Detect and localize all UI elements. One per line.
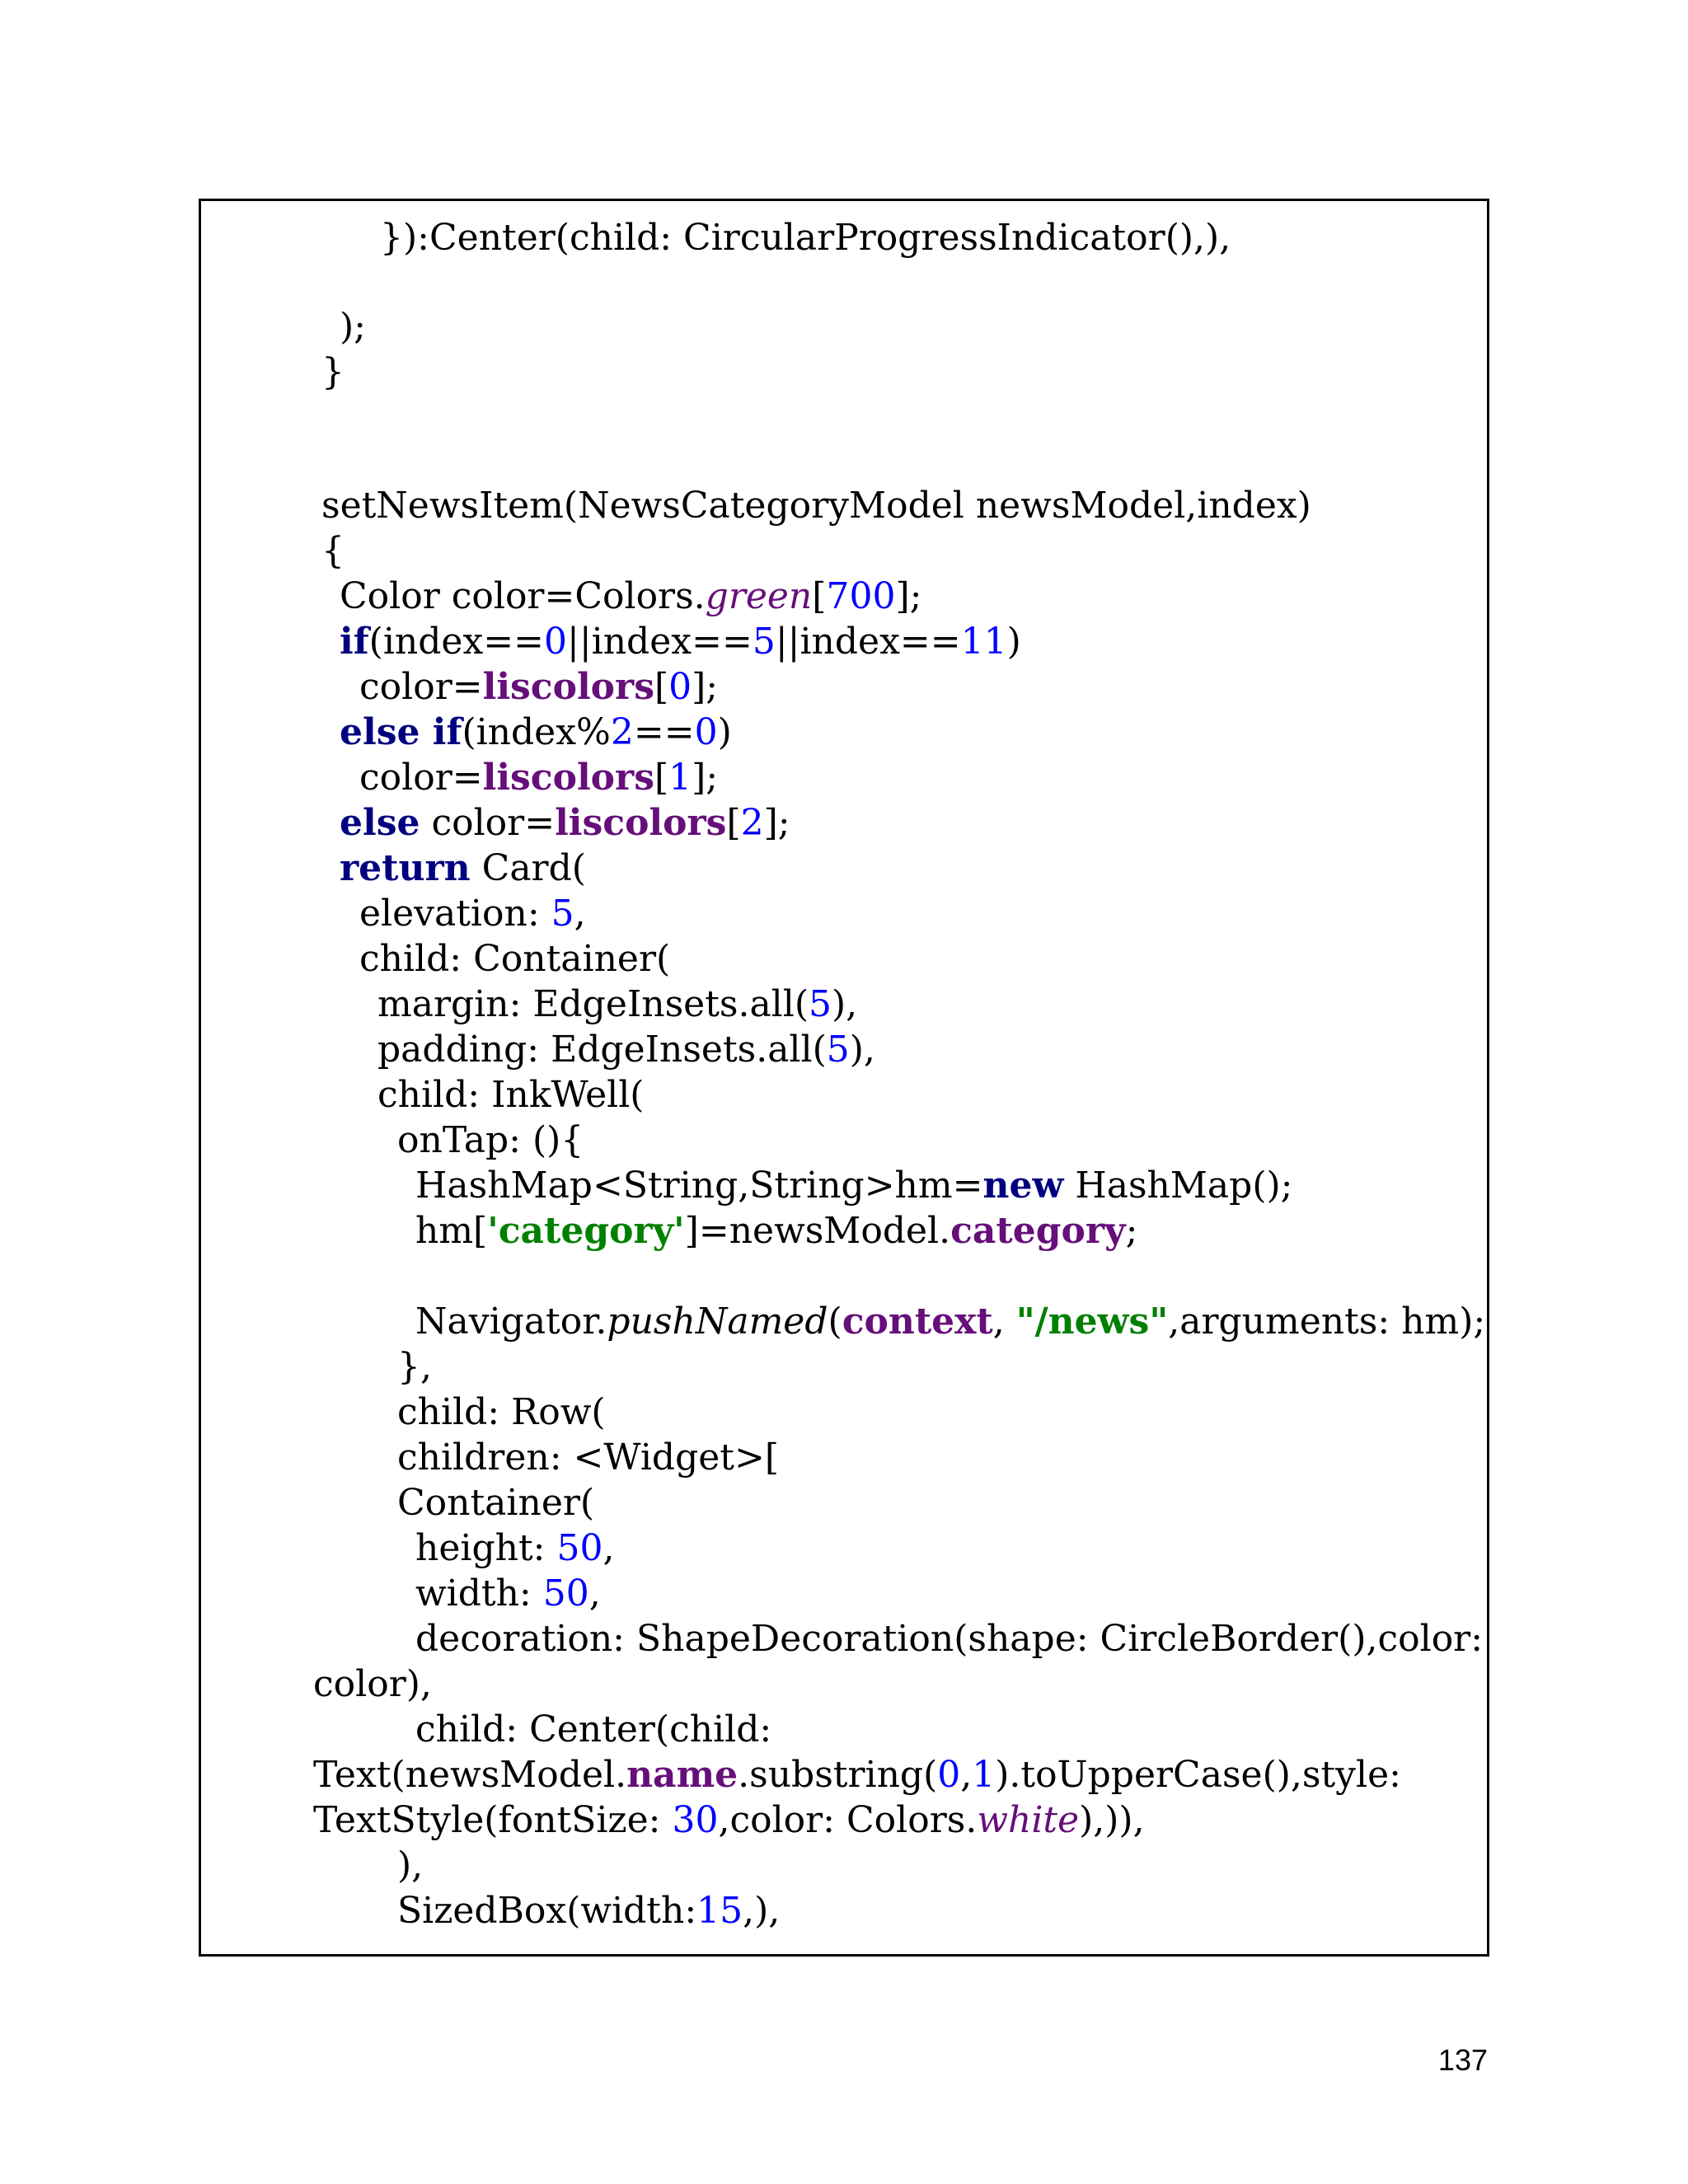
code-token: liscolors — [482, 666, 654, 708]
code-line — [415, 1707, 771, 1753]
code-token: color), — [313, 1663, 432, 1705]
code-token: [ — [726, 802, 741, 844]
code-token: 0 — [544, 621, 567, 663]
code-line — [377, 1072, 644, 1118]
code-token: elevation: — [359, 893, 551, 935]
code-token: height: — [415, 1527, 557, 1569]
code-token: margin: EdgeInsets.all( — [377, 983, 809, 1025]
code-token: 50 — [542, 1572, 589, 1615]
code-token: ), — [849, 1029, 875, 1071]
code-token: width: — [415, 1572, 543, 1615]
code-token: ; — [1125, 1210, 1138, 1252]
code-token: HashMap<String,String>hm= — [415, 1165, 983, 1207]
code-token: ||index== — [775, 621, 961, 663]
code-token: 30 — [672, 1799, 719, 1841]
code-token: decoration: ShapeDecoration(shape: CircleBorder(),color: — [415, 1618, 1484, 1660]
code-token: ,), — [743, 1890, 781, 1932]
code-token: children: <Widget>[ — [397, 1436, 779, 1479]
code-token: ) — [1006, 621, 1021, 663]
code-line — [359, 755, 718, 801]
code-token: (index% — [462, 711, 611, 753]
code-line — [359, 891, 586, 937]
code-token: 5 — [551, 893, 574, 935]
code-line — [415, 1163, 1293, 1209]
code-token: "/news" — [1015, 1301, 1169, 1343]
code-token: 50 — [556, 1527, 603, 1569]
code-line — [340, 304, 366, 350]
code-token: liscolors — [555, 802, 727, 844]
code-line — [340, 574, 921, 620]
code-token: onTap: (){ — [397, 1119, 584, 1161]
code-token: Text(newsModel. — [313, 1754, 627, 1796]
code-token: category — [950, 1210, 1126, 1252]
code-token: 5 — [809, 983, 832, 1025]
code-token: , — [960, 1754, 973, 1796]
code-token: 2 — [740, 802, 764, 844]
code-token: , — [603, 1527, 615, 1569]
code-token: new — [982, 1165, 1064, 1207]
page-number: 137 — [1437, 2043, 1488, 2077]
code-line — [415, 1299, 1485, 1345]
code-token: 700 — [826, 575, 896, 617]
code-token: child: Container( — [359, 938, 671, 980]
code-token: , — [574, 893, 586, 935]
code-token: (index== — [368, 621, 544, 663]
code-token: ), — [832, 983, 858, 1025]
code-token: green — [705, 575, 813, 617]
code-token: color= — [359, 666, 483, 708]
code-token: setNewsItem(NewsCategoryModel newsModel,index) — [321, 485, 1311, 527]
code-token: { — [321, 530, 345, 572]
code-token: }):Center(child: CircularProgressIndicator(),), — [380, 217, 1231, 259]
code-line — [359, 936, 670, 982]
code-line — [313, 1752, 1401, 1798]
code-token: Navigator. — [415, 1301, 607, 1343]
code-line — [313, 1797, 1145, 1844]
code-token: [ — [812, 575, 827, 617]
code-token: , — [588, 1572, 601, 1615]
code-token: Card( — [470, 847, 586, 889]
code-token: [ — [654, 666, 669, 708]
code-token: padding: EdgeInsets.all( — [377, 1029, 827, 1071]
code-token: 2 — [610, 711, 634, 753]
code-token: else if — [340, 711, 462, 753]
code-line — [397, 1435, 779, 1481]
code-line — [397, 1843, 423, 1889]
code-token: child: Row( — [397, 1391, 606, 1433]
code-line — [313, 1661, 432, 1708]
code-token: return — [340, 847, 471, 889]
code-token: 'category' — [487, 1210, 685, 1252]
code-line — [415, 1526, 614, 1572]
code-listing-box — [199, 199, 1489, 1957]
code-token: 1 — [668, 757, 692, 799]
code-token: if — [340, 621, 369, 663]
code-token: hm[ — [415, 1210, 488, 1252]
code-token: Container( — [397, 1482, 595, 1524]
code-line — [415, 1208, 1137, 1254]
code-line — [397, 1390, 606, 1436]
code-token: ) — [717, 711, 732, 753]
code-token: ); — [340, 306, 366, 348]
code-token: 0 — [668, 666, 692, 708]
code-line — [397, 1118, 584, 1164]
code-token: ,color: Colors. — [718, 1799, 978, 1841]
code-token: liscolors — [482, 757, 654, 799]
code-token: .substring( — [738, 1754, 938, 1796]
code-line — [340, 846, 586, 892]
code-line — [415, 1571, 601, 1617]
code-line — [415, 1616, 1483, 1662]
code-line — [321, 528, 345, 574]
code-token: TextStyle(fontSize: — [313, 1799, 673, 1841]
code-token: ]=newsModel. — [684, 1210, 951, 1252]
code-line — [340, 710, 732, 756]
code-token: else — [340, 802, 420, 844]
code-line — [397, 1888, 780, 1934]
code-line — [377, 1027, 875, 1073]
code-token: == — [633, 711, 695, 753]
code-token: }, — [397, 1346, 432, 1388]
code-line — [321, 483, 1311, 529]
code-token: 5 — [826, 1029, 850, 1071]
code-token: color= — [420, 802, 556, 844]
code-token: child: Center(child: — [415, 1708, 772, 1750]
code-token: 1 — [972, 1754, 996, 1796]
code-token: 11 — [960, 621, 1007, 663]
code-token: Color color=Colors. — [340, 575, 706, 617]
code-token: [ — [654, 757, 669, 799]
code-token: ]; — [895, 575, 922, 617]
code-token: color= — [359, 757, 483, 799]
code-line — [377, 982, 857, 1028]
code-token: ).toUpperCase(),style: — [995, 1754, 1401, 1796]
code-token: , — [992, 1301, 1016, 1343]
code-token: 0 — [694, 711, 718, 753]
code-token: ), — [397, 1844, 424, 1886]
code-token: } — [321, 351, 345, 393]
code-line — [359, 664, 718, 710]
code-line — [397, 1344, 432, 1390]
code-token: ]; — [692, 666, 719, 708]
code-token: ( — [828, 1301, 842, 1343]
code-line — [340, 619, 1021, 665]
code-line — [321, 349, 345, 396]
code-line — [380, 215, 1231, 261]
code-token: name — [626, 1754, 738, 1796]
code-token: white — [977, 1799, 1080, 1841]
code-token: 5 — [752, 621, 776, 663]
code-token: HashMap(); — [1063, 1165, 1293, 1207]
code-token: context — [842, 1301, 993, 1343]
code-token: child: InkWell( — [377, 1074, 645, 1116]
code-token: ]; — [763, 802, 790, 844]
code-line — [397, 1480, 594, 1526]
code-token: ||index== — [567, 621, 753, 663]
code-token: SizedBox(width: — [397, 1890, 697, 1932]
code-token: ]; — [692, 757, 719, 799]
code-token: ),)), — [1079, 1799, 1145, 1841]
code-token: 0 — [937, 1754, 961, 1796]
code-token: pushNamed — [607, 1301, 828, 1343]
code-token: ,arguments: hm); — [1168, 1301, 1486, 1343]
code-token: 15 — [696, 1890, 743, 1932]
code-line — [340, 800, 790, 846]
